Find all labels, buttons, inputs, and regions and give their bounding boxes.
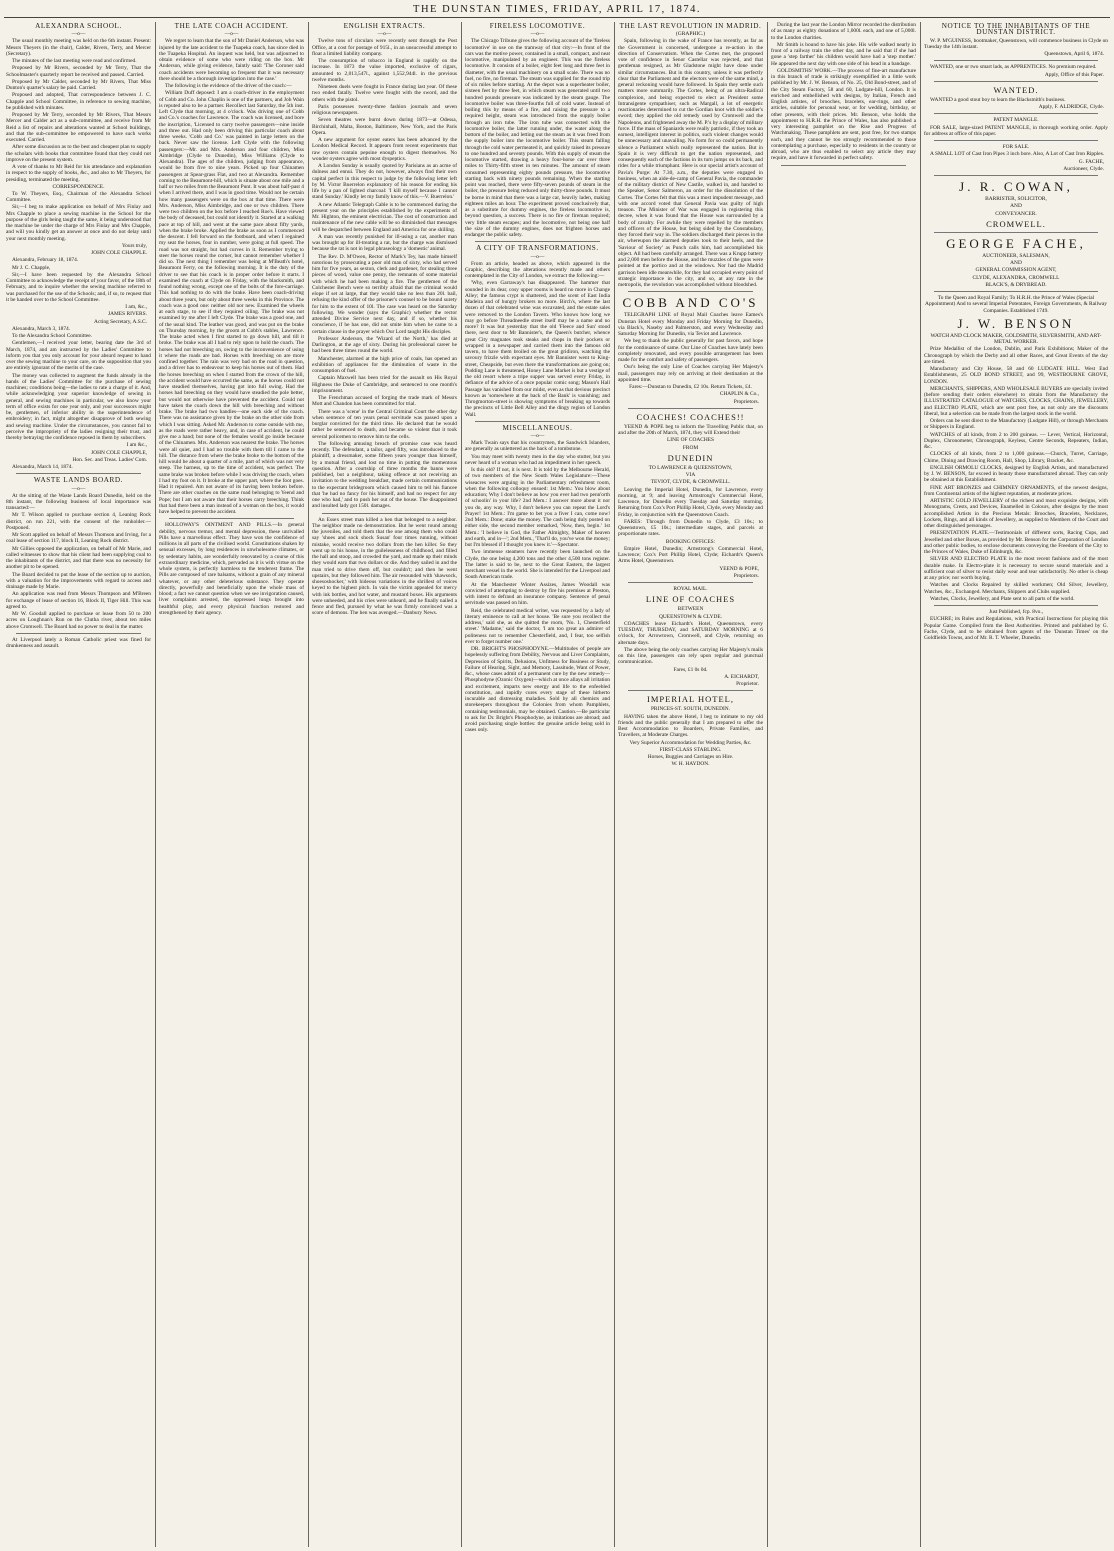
horizontal-rule: [628, 291, 753, 292]
signature-line: Acting Secretary, A.S.C.: [94, 318, 147, 325]
subheading: LINE OF COACHES: [645, 594, 736, 605]
signature-line: Proprietors.: [733, 398, 759, 405]
paragraph: The Frenchman accused of forging the trade mark of Messrs Mott and Chandon has been committed for trial.: [312, 395, 457, 408]
paragraph: W. P. M'GUINESS, bootmaker, Queenstown, will commence business in Clyde on Tuesday the 14th instant.: [924, 37, 1108, 50]
paragraph: The Chicago Tribune gives the following account of the 'fireless locomotive' in use on the tramway of that city:—In front of the cars was the motive power, contained in a small, compact, and neat locomotive, manipulated by an engineer. This was the fireless locomotive. It consists of a boiler, eight feet long and three feet in diameter, with the usual machinery on a small scale. There was no fuel, no fire, no fireman. The steam was supplied for the round trip of six miles before starting. At the depot was a superheater boiler, sixteen feet by three feet, in which steam was generated until two hundred pounds pressure was indicated by the steam gauge. The locomotive boiler was three-fourths full of cold water. Instead of boiling this by means of a fire, and raising the pressure to a required height, steam was introduced from the supply boiler through an iron tube. The iron tube was connected with the locomotive boiler, the latter running under, the water along the bottom of the boiler, and letting out the steam as it was freed from the supply boiler into the locomotive boiler. This steam falling through the cold water permeated it, and quickly raised its pressure to one hundred and seventy pounds. With this supply of steam the locomotive started, drawing a heavy four-horse car over three miles to Thirty-fifth street in ten minutes. The amount of steam consumed representing eighty pounds pressure, the locomotive starting back with ninety pounds remaining. When the starting point was reached, there were fifty-seven pounds of steam in the boiler, the pressure being reduced only thirty-three pounds. It must be borne in mind that there was a large car, heavily laden, making eighteen miles an hour. The experiment proved conclusively that, as a substitute for dummy engines, the fireless locomotive is, beyond question, a success. There is no fire or fireman required; very little steam escapes; and the locomotive, not being one half the size of the dummy engines, does not frighten horses and endanger the public safety.: [465, 38, 610, 238]
paragraph: The consumption of tobacco in England is rapidly on the increase. In 1873 the value imported, exclusive of cigars, amounted to 2,013,547l., against 1,552,944l. in the previous twelve months.: [312, 58, 457, 83]
section-separator: —o—: [71, 485, 86, 492]
horizontal-rule: [934, 291, 1098, 292]
horizontal-rule: [934, 605, 1098, 606]
column-rule: [461, 22, 462, 1547]
paragraph: Proposed by Mr Rivers, seconded by Mr Terry, That the Schoolmaster's quarterly report be received and passed. Carried.: [6, 65, 151, 78]
centered-line: PRINCES-ST. SOUTH, DUNEDIN.: [650, 706, 731, 713]
paragraph: CLOCKS of all kinds, from 2 to 1,000 guineas.—Church, Turret, Carriage, Chime, Dining and Drawing Room, Hall, Shop, Library, Bracket, &c.: [924, 451, 1108, 464]
column-3: [312, 22, 457, 1547]
paragraph: After some discussion as to the best and cheapest plan to supply the scholars with books that committee found that they could not improve on the present system.: [6, 144, 151, 163]
paragraph: Mark Twain says that his countrymen, the Sandwich Islanders, are generally as unlettered as the back of a tombstone.: [465, 440, 610, 453]
centered-line: FOR SALE.: [1002, 144, 1030, 150]
paragraph: A SMALL LOT of Cast Iron Pipes 3 inch bore. Also, A Lot of Cast Iron Ripples.: [930, 151, 1105, 158]
centered-line: AUCTIONEER, SALESMAN,: [982, 252, 1050, 259]
centered-line: Fares, £1 0s 0d.: [673, 666, 708, 673]
centered-line: WATCH AND CLOCK MAKER, GOLDSMITH, SILVERSMITH, AND ART-METAL WORKER.: [930, 332, 1102, 345]
centered-line: BETWEEN: [677, 606, 704, 613]
paragraph: We beg to thank the public generally for past favors, and hope for the continuance of same. Our Line of Coaches have lately been completely renovated, and every possible arrangement has been made for the comfort and safety of passengers.: [618, 338, 763, 363]
paragraph: EUCHRE; its Rules and Regulations, with Practical Instructions for playing this Popular Game. Compiled from the Best Authorities. Printed and published by G. Fache, Clyde, and to be obtained from agents of the 'Dunstan Times' on the Goldfields Towns, and of Mr. R. T. Wheeler, Dunedin.: [924, 616, 1108, 641]
paragraph: Orders can be sent direct to the Manufactory (Ludgate Hill), or through Merchants or Shippers in England.: [924, 418, 1108, 431]
paragraph: Twelve tons of circulars were recently sent through the Post Office, at a cost for postage of 915l., in an unsuccessful attempt to float a limited liability company.: [312, 38, 457, 57]
centered-line: CLYDE, ALEXANDRA, CROMWELL: [972, 274, 1060, 281]
centered-line: TO LAWRENCE & QUEENSTOWN,: [648, 464, 733, 471]
subheading: IMPERIAL HOTEL,: [647, 694, 734, 705]
section-separator: —o—: [224, 31, 239, 38]
centered-line: BOOKING OFFICES:: [665, 538, 716, 545]
horizontal-rule: [16, 633, 141, 634]
signature-line: A. EICHARDT,: [724, 673, 759, 680]
paragraph: Professor Anderson, the 'Wizard of the North,' has died at Darlington, at the age of sixty. During his professional career he had been three times round the world.: [312, 335, 457, 355]
paragraph: To the Alexandra School Committee.: [12, 333, 93, 339]
signature-line: JAMES RIVERS.: [108, 311, 147, 318]
section-heading: FIRELESS LOCOMOTIVE.: [489, 22, 586, 30]
section-separator: —o—: [377, 31, 392, 38]
signature-line: I am, &c.,: [125, 304, 147, 310]
section-heading: ALEXANDRA SCHOOL.: [35, 22, 122, 30]
paragraph: Nineteen duels were fought in France during last year. Of these two ended fatally. Twelve were fought with the sword, and the others with the pistol.: [312, 84, 457, 103]
paragraph: FOR SALE, large-sized PATENT MANGLE, in thorough working order. Apply for address at office of this paper.: [924, 124, 1108, 137]
centered-line: PATENT MANGLE.: [993, 117, 1039, 124]
centered-line: VIA: [685, 472, 696, 478]
horizontal-rule: [934, 175, 1098, 176]
paragraph: HAVING taken the above Hotel, I beg to intimate to my old friends and the public generally that I am prepared to offer the Best Accommodation to Boarders, Private Families, and Travellers, at Moderate Charges.: [618, 713, 763, 739]
paragraph: A London Sunday is usually quoted by Parisians as an acme of dulness and ennui. They do not, however, always find their own capital perfect in this respect to judge by the following letter left by M. Victor Buerrelon explanatory of his reason for ending his life by a pan of lighted charcoal: 'I kill myself because I cannot stand Sunday.' Kindly let my family know of this.—V. Buerrelon.': [312, 163, 457, 201]
paragraph: Gentlemen,—I received your letter, bearing date the 3rd of March, 1874, and am instructed by the Ladies' Committee to inform you that you only account for your absurd request to hand over the sewing machine to your care, on the supposition that you are entirely ignorant of the merits of the case.: [6, 340, 151, 372]
centered-line: ROYAL MAIL.: [673, 586, 708, 592]
horizontal-rule: [16, 473, 141, 474]
paragraph: Two immense steamers have recently been launched on the Clyde, the one being 4,200 tons and the other 4,500 tons register. The latter is said to be, next to the Great Eastern, the largest merchant vessel in the world. She is intended for the Liverpool and South American trade.: [465, 549, 610, 581]
section-separator: —o—: [530, 253, 545, 260]
paragraph: PRESENTATION PLATE.—Testimonials of different sorts, Racing Cups, and Jewelled and other Boxes, as provided by Mr. Benson for the Corporation of London and other public bodies, to enclose documents conveying the Freedom of the City to the Princes of Wales, Duke of Edinburgh, &c.: [924, 530, 1108, 555]
horizontal-rule: [169, 518, 294, 519]
signature-line: Queenstown, April 6, 1874.: [1044, 51, 1104, 57]
horizontal-rule: [934, 60, 1098, 61]
signature-line: I am &c.,: [126, 442, 147, 449]
centered-line: GENERAL COMMISSION AGENT,: [975, 267, 1057, 274]
centered-line: QUEENSTOWN & CLYDE.: [659, 613, 722, 620]
section-separator: CORRESPONDENCE.: [52, 183, 105, 190]
paragraph: The Rev. D. M'Owen, Rector of Mark's Tey, has made himself notorious by prosecuting a poor old man of sixty, who had served him for five years, as sexton, clerk and gardener, for stealing three pieces of wood, value one penny, the remnants of some material with which he had been making a fire. The gentlemen of the Colchester Bench were so terribly afraid that the criminal would elope if set at large, that they would take no less than 20l. bail, refusing the kind offer of the prisoner's counsel to be bound surety for him to the extent of 10l. The case was heard on the Saturday following. We wonder (says the Graphic) whether the rector attended Divine Service next day, and if so, whether his conscience, if he has one, did not smite him when he came to a certain clause in the prayer which Our Lord taught His disciples.: [312, 253, 457, 335]
horizontal-rule: [628, 582, 753, 583]
signature-line: JOHN COLE CHAPPLE,: [91, 449, 147, 456]
horizontal-rule: [934, 232, 1098, 233]
paragraph: Captain Maxwell has been tried for the assault on His Royal Highness the Duke of Cambridge, and sentenced to one month's imprisonment.: [312, 375, 457, 394]
paragraph: We regret to learn that the son of Mr Daniel Anderson, who was injured by the late accident to the Tuapeka coach, has since died in the Tuapeka Hospital. An inquest was held, but was adjourned to obtain evidence of some who were riding on the box. Mr Anderson, while giving evidence, faintly said: 'The Coroner said coach accidents were becoming so frequent that it was necessary there should be a thorough investigation into the case.': [159, 38, 304, 82]
paragraph: Mr T. Wilson applied to purchase section 4, Leaning Rock district, on run 221, with the consent of the runholder.—Postponed.: [6, 512, 151, 531]
paragraph: WANTED, one or two smart lads, as APPRENTICES. No premium required.: [930, 64, 1097, 71]
centered-line: FIRST-CLASS STABLING.: [659, 746, 722, 753]
paragraph: SILVER AND ELECTRO PLATE in the most recent fashions and of the most durable make. In Electro-plate it is necessary to secure sound materials and a sufficient coat of silver to resist daily wear and tear satisfactorily. No other is cheap at any price; nor worth buying.: [924, 556, 1108, 581]
paragraph: Spain, following in the wake of France has recently, as far as the Government is concerned, undergone a re-action in the direction of Conservatism. When the Cortes met, the proposed vote of confidence in Senor Castellar was rejected, and that gentleman resigned, as Mr Gladstone might have done under similar circumstances. But in this country, unless it was perfectly clear that the Parliament and the electors were of the same mind, a general reckoning would have followed. In Spain they settle such matters more summarily. The Cortes, being of an ultra-Radical complexion, and being expected to elect as President some Intransigente sympathiser, such as Margall, a lot of energetic reactionaries determined to cut the Gordian knot with the soldier's sword; they applied the old remedy used by Cromwell and the Napoleons, and frightened away the M. P.'s by a display of military force. If the mass of Spaniards were really patriotic, if they took an earnest, intelligent interest in politics, such violent changes would be unnecessary and unavailing. No form for so could permanently silence a Parliament which really represented the nation. But in Spain it is very difficult to get the nation represented, and consequently each of the factions in its turn jumps on its back, and rides for a while triumphant. Here is our special artist's account of Pavia's Purge: At 7.30, a.m., the deputies were engaged in business, when an aide-de-camp of General Pavia, the commander of the military district of New Castile, walked in, and handed to the Speaker, Senor Salmeron, an order for the dissolution of the Cortes. The Cortes felt that this was a most impudent message, and with one accord voted that General Pavia was guilty of high treason. The Minister of War was engaged in registering this decree, when it was found that the House was surrounded by a body of cavalry. For awhile they were repelled by the members and officers of the House, but being sided by the Constabulary, they forced their way in. The soldiers discharged their pieces in the air, whereupon the alarmed deputies took to their heels, and the 'Saviour of Society' as Punch calls him, had accomplished his object. All had been carefully arranged. There was a Krupp battery and 2,000 men before the House, and the muzzles of the guns were pointed at the portico and at the windows. Nor had the Madrid garrison been idle meanwhile, for they had occupied every point of strategic importance in the city, and so, at any rate in the metropolis, the revolution was accomplished without bloodshed.: [618, 38, 763, 288]
centered-line: Horses, Buggies and Carriages on Hire.: [647, 754, 734, 760]
paragraph: Sir,—I have been requested by the Alexandra School Committee to acknowledge the receipt of your favor, of the 18th of February, and to inquire whether the sewing machine referred to was purchased for the use of the Schools; and, if so, to request that it be handed over to the School Committee.: [6, 271, 151, 303]
column-2: [159, 22, 304, 1547]
masthead: THE DUNSTAN TIMES, FRIDAY, APRIL 17, 1874.: [413, 4, 701, 15]
centered-line: W. H. HAYDON.: [671, 761, 710, 768]
column-rule: [308, 22, 309, 1547]
paragraph: Prize Medallist of the London, Dublin, and Paris Exhibitions; Maker of the Chronograph by which the Derby and all other Races, and Great Events of the day are timed.: [924, 346, 1108, 365]
section-separator: —o—: [71, 31, 86, 38]
signature-line: Apply, F. ALDRIDGE, Clyde.: [1038, 104, 1104, 110]
paragraph: MERCHANTS, SHIPPERS, AND WHOLESALE BUYERS are specially invited (before sending their orders elsewhere) to obtain from the Manufactory the ILLUSTRATED CATALOGUE of WATCHES, CLOCKS, CHAINS, JEWELLERY, and ELECTRO PLATE, which are sent post free, as not only are the discounts liberal, but a selection can be made from the largest stock in the world.: [924, 385, 1108, 417]
horizontal-rule: [628, 408, 753, 409]
paragraph: The following is the evidence of the driver of the coach:—: [165, 83, 292, 89]
centered-line: BARRISTER, SOLICITOR,: [985, 196, 1047, 202]
horizontal-rule: [934, 113, 1098, 114]
paragraph: The usual monthly meeting was held on the 6th instant. Present: Messrs Theyers (in the chair), Calder, Rivers, Terry, and Mercer (Secretary).: [6, 38, 151, 57]
section-heading: ENGLISH EXTRACTS.: [343, 22, 426, 30]
paragraph: The following amusing breach of promise case was heard recently. The defendant, a tailor, aged fifty, was introduced to the plaintiff, a dressmaker, some fifteen years younger than himself, by a mutual friend, and lost no time in putting the momentous question. After a courtship of three months the banns were published, but a neighbour, taking offence at not receiving an invitation to the wedding breakfast, made certain communications to the expectant bridegroom which caused him to tell his fiancee that 'he had no fancy for his himself, and had no respect for any one who had,' and to push her out of the house. The disappointed and insulted lady got 150l. damages.: [312, 440, 457, 510]
paragraph: 'Why, even Garraway's has disappeared. The hammer that sounded in its dear, cosy upper rooms is heard no more in Change Alley; the famous crypt is shattered, and the scent of East India Madeira and of hungry brokers no more. Birch's, where the last dozen of that celebrated wine was excavated, and the estate sales were removed to the London Tavern. Who knows how long we may go before Threadneedle street itself may be a name and no more? It was but yesterday that the old 'Fleece and Sun' stood there, next door to Mr Bannister's, the Queen's butcher, whence great City magnates took steaks and chops in their pockets or wrapped in a newspaper and carried them into the famous old tavern, to have them broiled on the great gridiron, watching the savoury frizzle with expectant eyes. Mr Bannister went to King-street, Cheapside, but even there the transformations are going on; Pudding Lane is threatened, Honey Lane Market is but a vestige of the old resort where a tripe supper was served every Friday, in defiance of the advice of a once popular comic song; Mason's Hall Passage has vanished from our midst, even as that devious precinct known as 'somewhere at the back of the Bank' is vanishing; and Throgmorton-street is showing symptoms of breaking up towards the precincts of Little Bell Alley and the dingy region of London Wall.: [465, 280, 610, 418]
centered-line: LINE OF COACHES: [666, 437, 715, 444]
column-rule: [920, 22, 921, 1547]
centered-line: Fares:—Dunstan to Dunedin, £2 10s. Return Tickets, £4.: [629, 384, 752, 390]
paragraph: FINE ART BRONZES and CHIMNEY ORNAMENTS, of the newest designs, from Continental artists of the highest reputation, at moderate prices.: [924, 484, 1108, 497]
column-5: [618, 22, 763, 1547]
horizontal-rule: [934, 81, 1098, 82]
centered-line: Just Published, fcp. 8vo.,: [988, 609, 1044, 615]
paragraph: Paris possesses twenty-three fashion journals and seven religious newspapers.: [312, 103, 457, 116]
centered-line: Very Superior Accommodation for Wedding Parties, &c.: [629, 739, 752, 746]
paragraph: COACHES leave Eichardt's Hotel, Queenstown, every TUESDAY, THURSDAY, and SATURDAY MORNING at 6 o'clock, for Arrowtown, Cromwell, and Clyde, returning on alternate days.: [618, 620, 763, 646]
paragraph: Empire Hotel, Dunedin; Armstrong's Commercial Hotel, Lawrence; Cox's Port Phillip Hotel, Clyde; Eichardt's Queen's Arms Hotel, Queenstown.: [618, 545, 763, 565]
paragraph: WATCHES of all kinds, from 2 to 200 guineas. — Lever, Vertical, Horizontal, Duplex, Chronometer, Chronograph, Keyless, Centre Seconds, Repeaters, Indian, &c.: [924, 431, 1108, 450]
column-7: [924, 22, 1108, 1547]
paragraph: There was a 'scene' in the Central Criminal Court the other day when sentence of ten years penal servitude was passed upon a burglar convicted for the third time. He declared that he would rather be sentenced to death, and became so violent that it took several policemen to remove him to the cells.: [312, 408, 457, 440]
paragraph: Mr J. C. Chapple,: [12, 264, 51, 271]
subheading: CROMWELL.: [986, 218, 1046, 229]
paragraph: GOLDSMITHS' WORK.—The process of fine-art manufacture in this branch of trade is strikingly exemplified in a little work published by Mr. J. W. Benson, of No. 25, Old Bond-street, and of the City Steam Factory, 58 and 60, Ludgate-hill, London. It is enriched and embellished with designs, by Italian, French and English artistes, of brooches, bracelets, ear-rings, and other articles, suitable for personal wear, or for wedding, birthday, or other presents, with their prices. Mr. Benson, who holds the appointment to H.R.H. the Prince of Wales, has also published a very interesting pamphlet on the Rise and Progress of Watchmaking. These pamphlets are sent, post free, for two stamps each, and they cannot be too strongly recommended to those contemplating a purchase, especially to residents in the country or abroad, who are thus enabled to select any article they may require, and have it forwarded in perfect safety.: [771, 67, 916, 162]
paragraph: Manchester, alarmed at the high price of coals, has opened an exhibition of appliances for the diminution of waste in the consumption of fuel.: [312, 355, 457, 374]
masthead-rule: [4, 17, 1110, 18]
paragraph: Mr Scott applied on behalf of Messrs Thomson and Irving, for a coal lease of section 117, block II, Leaning Rock district.: [6, 532, 151, 545]
centered-line: AND: [1010, 260, 1022, 266]
signature-line: YEEND & POPE,: [719, 565, 759, 572]
paragraph: Leaving the Imperial Hotel, Dunedin, for Lawrence, every morning, at 9; and leaving Armstrong's Commercial Hotel, Lawrence, for Dunedin every Tuesday and Saturday morning. Returning from Cox's Port Phillip Hotel, Clyde, every Monday and Friday, in conjunction with the Queenstown Coach.: [618, 486, 763, 518]
paragraph: At the Manchester Winter Assizes, James Woodall was convicted of attempting to destroy by fire his premises at Preston, with intent to defraud an insurance company. Sentence of penal servitude was passed on him.: [465, 581, 610, 607]
paragraph: Manufactory and City House, 58 and 60 LUDGATE HILL. West End Establishments, 25 OLD BOND STREET, and 99, WESTBOURNE GROVE, LONDON.: [924, 366, 1108, 385]
centered-line: TEVIOT, CLYDE, & CROMWELL.: [650, 479, 731, 486]
horizontal-rule: [781, 165, 906, 166]
paragraph: Is this old? If not, it is next. It is told by the Melbourne Herald, of two members of the New South Wales Legislature:—These wiseacres were arguing in the Parliamentary refreshment room, when the following colloquy ensued: 1st Mem.: You blow about education; Why I don't believe as how you ever had two penn'orth of schoolin' in your life? 2nd Mem.: I answer more about it nor you do, any way. Why, I don't believe you can repeat the Lord's Prayer! 1st Mem.: I'm game to bet you a fiver I can, come now! 2nd Mem.: Done; stake the money. The cash being duly posted on either side, the second member remarked, 'Now, then, begin.' 1st Mem.: 'I believe in God, the Father Almighty, Maker of heaven and earth, and in—'; 2nd Mem., 'That'll do, you've won the money; but I'm blessed if I thought you knew it.'—Spectator.: [465, 467, 610, 548]
column-rule: [155, 22, 156, 1547]
paragraph: At Liverpool lately a Roman Catholic priest was fined for drunkenness and assault.: [6, 636, 151, 649]
paragraph: HOLLOWAY'S OINTMENT AND PILLS.—In general debility, nervous tremor, and mental depression, these unrivalled Pills have a marvellous effect. They have won the confidence of millions in all parts of the civilised world. Constitutions shaken by sensual excesses, by long residences in unwholesome climates, or by sedentary habits, are wonderfully renovated by a course of this extraordinary medicine, which, pervaded as it is with virtue on the whole system, is perfectly harmless to the tenderest frame. The Pills are composed of rare balsams, without a grain of any mineral whatever, or any other deleterious substance. They operate directly, powerfully and beneficially upon the whole mass of blood; a fact we cannot question when we see invigoration caused, liver complaints arrested, the oppressed lungs brought into healthful play, and every physical function restored and strengthened by their agency.: [159, 522, 304, 616]
paragraph: FARES: Through from Dunedin to Clyde, £3 10s.; to Queenstown, £5 10s.; intermediate stages, and parcels at proportionate rates.: [618, 518, 763, 538]
paragraph: Mr Gillies opposed the application, on behalf of Mr Marie, and called witnesses to show that his client had been supplying coal to the inhabitants of the district, and that there was no necessity for another pit to be opened.: [6, 545, 151, 571]
subheading: COACHES! COACHES!!: [636, 411, 745, 422]
signature-line: Proprietors.: [733, 572, 759, 579]
display-heading: GEORGE FACHE,: [946, 235, 1086, 251]
section-heading: THE LAST REVOLUTION IN MADRID.: [619, 22, 762, 30]
paragraph: Proposed by Mr Calder, seconded by Mr Rivers, That Miss Dunton's quarter's salary be paid. Carried.: [6, 78, 151, 91]
paragraph: At the sitting of the Waste Lands Board Dunedin, held on the 8th instant, the following business of local importance was transacted:—: [6, 492, 151, 511]
paragraph: TELEGRAPH LINE of Royal Mail Coaches leave Eames's Dunstan Hotel every Monday and Friday Morning for Dunedin, via Black's, Naseby and Palmerston, and every Wednesday and Saturday Morning for Dunedin, via Teviot and Lawrence.: [618, 312, 763, 337]
signature-line: JOHN COLE CHAPPLE.: [91, 250, 147, 256]
column-rule: [614, 22, 615, 1547]
signature-line: Hon. Sec. and Treas. Ladies' Com.: [72, 456, 147, 463]
section-heading: THE LATE COACH ACCIDENT.: [174, 22, 289, 30]
paragraph: Alexandra, February 18, 1874.: [12, 257, 79, 264]
display-heading: J. R. COWAN,: [959, 179, 1073, 194]
paragraph: An application was read from Messrs Thompson and M'Breen for exchange of lease of section 16, Block II, Tiger Hill. This was agreed to.: [6, 591, 151, 610]
display-heading: COBB AND CO'S: [622, 295, 759, 311]
signature-line: G. FACHE,: [1078, 158, 1104, 165]
paragraph: William Duff deposed: I am a coach-driver in the employment of Cobb and Co. John Chaplin is one of the partners, and Job Wain is reputed also to be a partner. Recollect last Saturday, the 5th inst. Left Clyde that morning, at 4 o'clock. Was driving one of Cobb and Co.'s coaches for Lawrence. The coach was licensed, and bore the inscription, 'Licensed to carry twelve passengers—nine inside and three out. Had only been driving this particular coach about three weeks. 'Cobb and Co.' was painted in large letters on the back. Never saw the license. Left Clyde with the following passengers:—Mr. and Mrs. Anderson and four children, Miss Aimbridge (Clyde to Dunedin), Miss Williams (Clyde to Alexandra). The ages of the children, judging from appearance, would be from five to nine years. Picked up four Chinamen passengers at Spear-grass Flat, and two at Alexandra. Remember coming to the Beaumont-hill, which is situate about one mile and a half or two miles from the Beaumont Punt. It was about half-past 4 when I arrived there, and I was in good time. Would not be certain how many passengers were on the box at that time. There were Mrs. Anderson, Miss Aimbridge, and one or two children. There were two children on the box before I reached Roe's. Have viewed the body of deceased, but could not identify it. Started at a walking pace at top of hill, and went at the same pace about fifty yards, when the brake broke. Applied the brake as soon as I commenced the descent. I fell forward on the footboard, and when I regained my seat the horses, four in number, were going at full speed. The road was not straight, but had curves in it. Remember trying to steer the horses round the corner, but cannot remember whether I did so. The next thing I remember was being at M'Beath's hotel, Beaumont Ferry, on the following morning. It is the duty of the driver to see that his coach is in proper order before it starts. I examined the coach at Clyde on Friday, with the blacksmith, and found nothing wrong, except one of the bolts of the fore-carriage. This had nothing to do with the brake. Have been coach-driving about three years, but only about three weeks in this Province. The coach was a good one: neither old nor new. Examined the wheels at each stage, to see if they required oiling. The brake was not examined by me after I left Clyde. The brake was a good one, and of the usual kind. The leather was good, and was put on the brake on Thursday morning, by the groom at Cobb's stables, Lawrence. The brake acted when I first started to go down hill, and till it broke. The brake was all I had to rely upon to hold the coach. The horses had not breeching on, owing to the inconvenience of using it where the roads are bad. Horses with breeching on are more confined together. The rain was very bad on the road in question, and a driver has to endeavour to keep his horses out of them. Had the horses breeching on when I started from the crown of the hill, the accident would have occurred the same, as the horses could not have steadied themselves, having got into full swing. Had the horses had breeching on they would have steadied the pole better, but would not otherwise have prevented the accident. Could not have taken the coach down the hill with breeching and without brake. The brake had two handles—one each side of the coach. There was no assistance given by the brake on the other side from which I was sitting. Asked Mr. Anderson to come outside with me, as the roads were rather heavy, and, in case of accident, he could give me a hand; but none of the females would go inside because of the Chinamen. Mrs. Anderson was nearest the brake. The horses were all quiet, and I had no trouble with them till I came to the hill. The distance from where the brake broke to the bottom of the hill would be about a quarter of a mile, part of which was not very steep. The harness, up to the time of accident, was perfect. The same brake was broken before while I was driving the coach, when I had my foot on it. It broke at the upper part, where the foot goes. Had it repaired. Am not aware of its having been broken before. There are other coaches on the same road belonging to Yeend and Pope; but I am not aware that their horses carry breeching. Think that had there been a man instead of a woman on the box, it would have helped to prevent the accident.: [159, 90, 304, 515]
paragraph: Alexandra, March 14, 1874.: [12, 464, 73, 470]
column-rule: [767, 22, 768, 1547]
display-heading: J. W. BENSON: [957, 315, 1075, 331]
paragraph: The money was collected to augment the funds already in the hands of the Ladies' Committee for the purchase of sewing machines; conditions being—the ladies to rate a charge of it. And, while acknowledging your superior knowledge of sewing in general, and sewing machines in particular, we also know your term of office exists for one year only, and your successors might be, gentlemen, of inferior ability in the superintendence of embroidery; in fact, might altogether disapprove of both sewing and sewing machine. Under the circumstances, you cannot fail to perceive the impropriety of the ladies resigning their trust, and thereby betraying the confidence reposed in them by subscribers.: [6, 372, 151, 441]
signature-line: Apply, Office of this Paper.: [1044, 71, 1104, 78]
paragraph: WANTED a good stout boy to learn the Blacksmith's business.: [930, 96, 1066, 103]
paragraph: Proposed by Mr Terry, seconded by Mr Rivers, That Messrs Mercer and Calder act as a sub-committee, and receive from Mr Reid a list of repairs and alterations wanted at School buildings, and that the sub-committee be empowered to have such works executed. Carried.: [6, 112, 151, 143]
centered-line: FROM: [682, 444, 699, 451]
paragraph: Sir,—I beg to make application on behalf of Mrs Finlay and Mrs Chapple to place a sewing machine in the School for the purpose of the girls being taught the same, it being understood that the machine be under the charge of Mrs Finlay and Mrs Chapple, and will you kindly get an answer at once and do not delay until your next monthly meeting.: [6, 204, 151, 242]
paragraph: ARTISTIC GOLD JEWELLERY of the richest and most exquisite designs, with Monograms, Crests, and Devices, Enamelled in Colours, after designs by the most accomplished Artists in the Precious Metals: Brooches, Bracelets, Necklaces, Lockets, Rings, and all kinds of Jewellery, as supplied to Members of the Court and other distinguished personages.: [924, 498, 1108, 529]
paragraph: YEEND & POPE beg to inform the Travelling Public that, on and after the 20th of March, 1874, they will Extend their: [618, 423, 763, 436]
paragraph: DR. BRIGHT'S PHOSPHODYNE.—Multitudes of people are hopelessly suffering from Debility, Nervous and Liver Complaints, Depression of Spirits, Delusions, Unfitness for Business or Study, Failure of Hearing, Sight, and Memory, Lassitude, Want of Power, &c., whose cases admit of a permanent cure by the new remedy—Phosphodyne (Ozonic Oxygen)—which at once allays all irritation and excitement, imparts new energy and life to the enfeebled constitution, and rapidly cures every stage of these hitherto incurable and distressing maladies. Sold by all chemists and storekeepers throughout the Colonies from whom Pamphlets, containing testimonials, may be obtained. Caution.—Be particular to ask for Dr. Bright's Phosphodyne, as imitations are abroad; and avoid purchasing single bottles: the genuine article being sold in cases only.: [465, 646, 610, 734]
paragraph: Seven theatres were burnt down during 1873—at Odessa, Birchinhall, Malta, Boston, Baltimore, New York, and the Paris Opera.: [312, 117, 457, 136]
signature-line: Yours truly,: [121, 242, 147, 249]
section-separator: —o—: [530, 433, 545, 439]
paragraph: From an article, headed as above, which appeared in the Graphic, describing the alterations recently made and others contemplated in the City of London, we extract the following:—: [465, 260, 610, 279]
section-separator: (GRAPHIC.): [675, 31, 706, 38]
signature-line: Proprietor.: [736, 681, 759, 687]
paragraph: You may meet with twenty men in the day who stutter, but you never heard of a woman who had an impediment in her speech.: [465, 453, 610, 466]
paragraph: Alexandra, March 3, 1874.: [12, 325, 71, 332]
paragraph: Our's being the only Line of Coaches carrying Her Majesty's mail, passengers may rely on arriving at their destination at the appointed time.: [618, 364, 763, 383]
paragraph: A vote of thanks to Mr Reid for his attendance and explanation in respect to the supply of books, &c., and also to Mr Theyers, for presiding, terminated the meeting.: [6, 164, 151, 183]
paragraph: A new argument for oyster eaters has been advanced by the London Medical Record. It appears from recent experiments that raw oysters contain pepsine enough to digest themselves. No wonder oysters agree with most dyspeptics.: [312, 137, 457, 162]
column-4: [465, 22, 610, 1547]
paragraph: Watches, Clocks, Jewellery, and Plate sent to all parts of the world.: [930, 595, 1075, 602]
centered-line: CONVEYANCER.: [995, 210, 1037, 217]
paragraph: Reid, the celebrated medical writer, was requested by a lady of literary eminence to call at her house. 'Be sure you recollect the address,' said she, as she quitted the room, 'No. 1, Chesterfield street.' 'Madame,' said the doctor, 'I am too great an admirer of politeness not to remember Chesterfield, and, I fear, too selfish ever to forget number one.': [465, 607, 610, 645]
paragraph: The minutes of the last meeting were read and confirmed.: [12, 58, 137, 64]
centered-line: AND: [1010, 203, 1022, 210]
paragraph: An Essex street man killed a hen that belonged to a neighbor. The neighbor made no demonstration. But he went round among the juveniles, and told them that the one among them who could say 'shoes and sock shock Susan' four times running, without mistake, would receive two dollars from the hen killer. So they went up to his house, in the guilelessness of childhood, and filled the hall and stoop, and crowded the yard, and made up their minds they would earn that two dollars or die. And they sailed in and the man tried to drive them off, but couldn't; and then he went upstairs, but they followed him. The air resounded with 'shawsock, shoesoshocker,' with hideous variations in the shrillest of voices keyed to the highest pitch. In vain the victim appealed for mercy with ink bottles, and hot water, and mustard boxes. His arguments were unheeded, and his cries were unheard, and he finally nailed a fence and fled, pursued by what he was firmly convinced was a score of demons. The hen was avenged.—Danbury News.: [312, 516, 457, 617]
paragraph: Proposed and adopted, That correspondence between J. C. Chapple and School Committee, in reference to sewing machine, be published with minutes.: [6, 92, 151, 111]
signature-line: Auctioneer, Clyde.: [1063, 165, 1104, 172]
subheading: WANTED.: [993, 84, 1039, 95]
paragraph: During the last year the London Mirror recorded the distribution of as many as eighty donations of 1,000l. each, and one of 5,000l. to the London charities.: [771, 22, 916, 41]
subheading: DUNEDIN: [667, 452, 714, 463]
section-separator: —o—: [530, 31, 545, 38]
horizontal-rule: [934, 140, 1098, 141]
paragraph: To W. Theyers, Esq., Chairman of the Alexandra School Committee.: [6, 190, 151, 203]
paragraph: Mr Smith is bound to have his joke. His wife walked nearly in front of a railway train the other day, and he said that if she had gone a 'step farther' his children would have had a 'step mother.' He appeared the next day with one side of his head in a bandage.: [771, 41, 916, 67]
centered-line: BLACK'S, & DRYBREAD.: [985, 281, 1047, 288]
section-heading: A CITY OF TRANSFORMATIONS.: [476, 244, 599, 253]
horizontal-rule: [322, 513, 447, 514]
paragraph: Watches and Clocks Repaired by skilled workmen; Old Silver, Jewellery, Watches, &c., Exchanged. Merchants, Shippers and Clubs supplied.: [924, 582, 1108, 595]
paragraph: The Board decided to put the lease of the section up to auction, with a valuation for the improvements with regard to access and drainage made by Marie.: [6, 571, 151, 590]
paragraph: The above being the only coaches carrying Her Majesty's mails on this line, passengers can rely upon regular and punctual communication.: [618, 646, 763, 666]
horizontal-rule: [475, 241, 600, 242]
paragraph: A new Atlantic Telegraph Cable is to be commenced during the present year on the principles established by the experiments of Mr. Highton, the eminent electrician. The cost of construction and maintenance of the new cable will be so diminished that messages will be despatched between England and America for one shilling.: [312, 201, 457, 233]
column-6: [771, 22, 916, 1547]
section-heading: NOTICE TO THE INHABITANTS OF THE DUNSTAN DISTRICT.: [941, 22, 1091, 37]
paragraph: Mr W. Goodall applied to purchase or lease from 50 to 200 acres on Loughnan's Run on the Clutha river, about ten miles above Cromwell. The Board had no power to deal in the matter.: [6, 611, 151, 630]
section-heading: MISCELLANEOUS.: [502, 423, 573, 432]
paragraph: A man was recently punished for ill-using a cat, another man was brought up for ill-treating a rat, but the charge was dismissed because the rat is not in legal phraseology a 'domestic' animal.: [312, 233, 457, 253]
paragraph: ENGLISH ORMOLU CLOCKS, designed by English Artists, and manufactured by J. W. BENSON, far exceed in beauty those manufactured abroad. They can only be obtained at this Establishment.: [924, 464, 1108, 484]
horizontal-rule: [475, 421, 600, 422]
signature-line: CHAPLIN & Co.,: [719, 391, 759, 398]
column-1: [6, 22, 151, 1547]
horizontal-rule: [628, 690, 753, 691]
centered-line: To the Queen and Royal Family; To H.R.H. the Prince of Wales (Special Appointment) And to several Imperial Potentates, Foreign Governments, & Railway Companies. Established 1749.: [925, 295, 1107, 314]
section-heading: WASTE LANDS BOARD.: [33, 476, 124, 485]
